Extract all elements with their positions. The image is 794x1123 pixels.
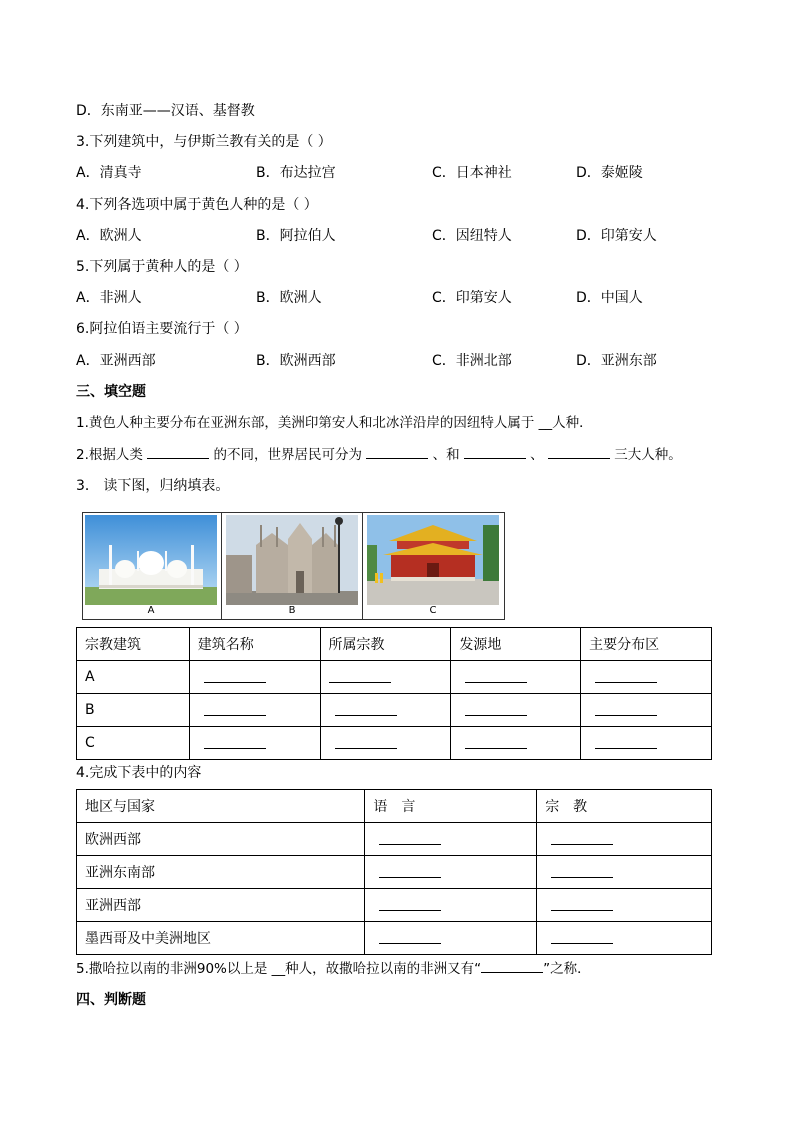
answer-blank[interactable]	[329, 668, 391, 683]
table-header-row	[77, 790, 712, 823]
fill-question-5	[76, 958, 591, 978]
fill-q2-text-4: 、	[530, 447, 544, 463]
fill-q5-text-1: 5.撒哈拉以南的非洲90%以上是 __种人，故撒哈拉以南的非洲又有“	[76, 961, 482, 977]
religious-buildings-table	[76, 627, 712, 760]
section-4-heading: 四、判断题	[76, 992, 146, 1008]
q4-option-b: B．阿拉伯人	[256, 228, 336, 244]
fill-q2-text-2: 的不同，世界居民可分为	[213, 447, 362, 463]
answer-blank[interactable]	[595, 668, 657, 683]
table-row	[77, 922, 712, 955]
table-row	[77, 856, 712, 889]
q3-option-a: A．清真寺	[76, 165, 142, 181]
row-label: A	[77, 661, 190, 694]
q3-option-d: D．泰姬陵	[576, 165, 643, 181]
fill-q2-text-3: 、和	[432, 447, 460, 463]
fill-q2-text-1: 2.根据人类	[76, 447, 143, 463]
answer-blank[interactable]	[465, 668, 527, 683]
q5-option-c: C．印第安人	[432, 290, 512, 306]
row-label: 墨西哥及中美洲地区	[77, 922, 365, 955]
fill-q2-blank-2[interactable]	[366, 444, 428, 459]
fill-question-3: 3． 读下图，归纳填表。	[76, 478, 230, 494]
row-label: 亚洲西部	[77, 889, 365, 922]
q4-option-d: D．印第安人	[576, 228, 657, 244]
table-header-cell: 地区与国家	[77, 790, 365, 823]
answer-blank[interactable]	[379, 896, 441, 911]
table-row	[77, 823, 712, 856]
table-row	[77, 727, 712, 760]
answer-blank[interactable]	[595, 701, 657, 716]
q4-option-c: C．因纽特人	[432, 228, 512, 244]
table-row	[77, 661, 712, 694]
row-label: B	[77, 694, 190, 727]
row-label: 亚洲东南部	[77, 856, 365, 889]
photo-label-b: B	[288, 605, 296, 616]
answer-blank[interactable]	[551, 929, 613, 944]
q6-option-c: C．非洲北部	[432, 353, 512, 369]
fill-q2-blank-4[interactable]	[548, 444, 610, 459]
q5-option-b: B．欧洲人	[256, 290, 322, 306]
photo-divider	[362, 513, 363, 619]
photo-label-c: C	[429, 605, 437, 616]
answer-blank[interactable]	[551, 830, 613, 845]
fill-q2-text-5: 三大人种。	[614, 447, 682, 463]
fill-q5-blank[interactable]	[481, 958, 543, 973]
fill-q2-blank-3[interactable]	[464, 444, 526, 459]
photo-label-a: A	[147, 605, 155, 616]
answer-blank[interactable]	[465, 734, 527, 749]
q4-option-a: A．欧洲人	[76, 228, 142, 244]
religious-buildings-photos	[82, 512, 505, 620]
fill-question-1: 1.黄色人种主要分布在亚洲东部，美洲印第安人和北冰洋沿岸的因纽特人属于 __人种．	[76, 415, 593, 431]
table-header-cell: 所属宗教	[320, 628, 451, 661]
answer-blank[interactable]	[204, 701, 266, 716]
answer-blank[interactable]	[595, 734, 657, 749]
answer-blank[interactable]	[551, 896, 613, 911]
q3-option-b: B．布达拉宫	[256, 165, 336, 181]
mosque-photo	[85, 515, 217, 605]
table-header-cell: 发源地	[451, 628, 581, 661]
q5-option-a: A．非洲人	[76, 290, 142, 306]
q5-option-d: D．中国人	[576, 290, 643, 306]
table-row	[77, 889, 712, 922]
table-row	[77, 694, 712, 727]
row-label: 欧洲西部	[77, 823, 365, 856]
answer-blank[interactable]	[379, 929, 441, 944]
section-3-heading: 三、填空题	[76, 384, 146, 400]
answer-blank[interactable]	[204, 668, 266, 683]
q3-option-c: C．日本神社	[432, 165, 512, 181]
answer-blank[interactable]	[204, 734, 266, 749]
temple-photo	[367, 515, 499, 605]
fill-question-4: 4.完成下表中的内容	[76, 765, 202, 781]
table-header-cell: 主要分布区	[581, 628, 712, 661]
answer-blank[interactable]	[379, 830, 441, 845]
cathedral-photo	[226, 515, 358, 605]
table-header-cell: 宗 教	[537, 790, 712, 823]
question-5: 5.下列属于黄种人的是（ ）	[76, 259, 248, 275]
q6-option-a: A．亚洲西部	[76, 353, 156, 369]
photo-divider	[221, 513, 222, 619]
table-header-row	[77, 628, 712, 661]
answer-blank[interactable]	[465, 701, 527, 716]
table-header-cell: 宗教建筑	[77, 628, 190, 661]
question-4: 4.下列各选项中属于黄色人种的是（ ）	[76, 197, 318, 213]
q6-option-b: B．欧洲西部	[256, 353, 336, 369]
q6-option-d: D．亚洲东部	[576, 353, 657, 369]
answer-blank[interactable]	[379, 863, 441, 878]
fill-q2-blank-1[interactable]	[147, 444, 209, 459]
fill-question-2	[76, 444, 682, 464]
region-language-religion-table	[76, 789, 712, 955]
table-header-cell: 建筑名称	[189, 628, 320, 661]
table-header-cell: 语 言	[365, 790, 537, 823]
answer-blank[interactable]	[335, 701, 397, 716]
answer-blank[interactable]	[551, 863, 613, 878]
question-6: 6.阿拉伯语主要流行于（ ）	[76, 321, 248, 337]
row-label: C	[77, 727, 190, 760]
question-2-option-d: D．东南亚——汉语、基督教	[76, 103, 255, 119]
answer-blank[interactable]	[335, 734, 397, 749]
fill-q5-text-2: ”之称．	[543, 961, 591, 977]
question-3: 3.下列建筑中，与伊斯兰教有关的是（ ）	[76, 134, 332, 150]
